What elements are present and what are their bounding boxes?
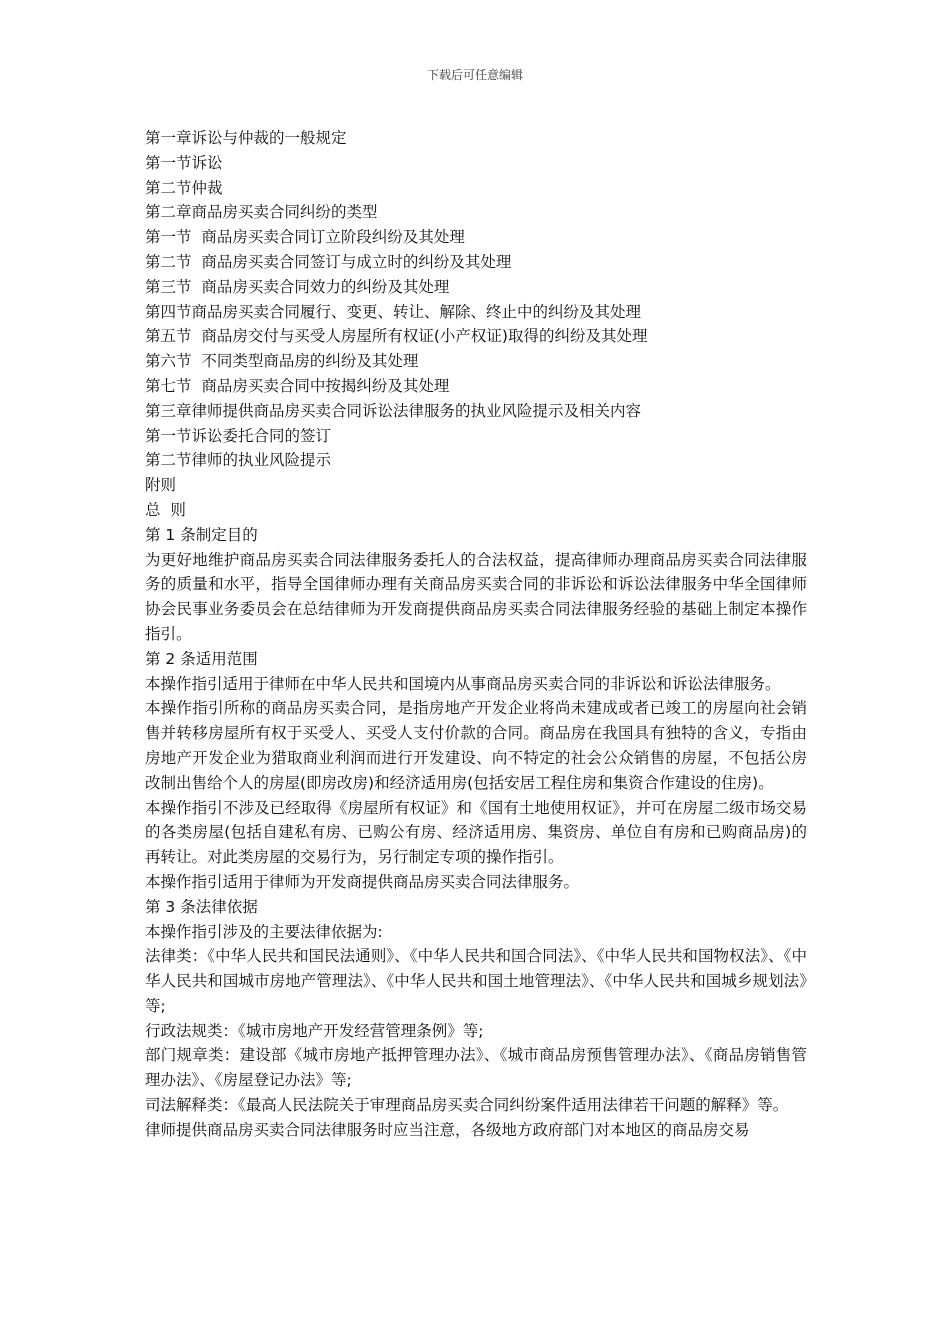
toc-line: 第一节 商品房买卖合同订立阶段纠纷及其处理 [145, 228, 465, 247]
page-header-note: 下载后可任意编辑 [426, 68, 523, 82]
toc-line: 第四节商品房买卖合同履行、变更、转让、解除、终止中的纠纷及其处理 [145, 302, 642, 321]
toc-line: 第三节 商品房买卖合同效力的纠纷及其处理 [145, 277, 450, 296]
paragraph: 本操作指引不涉及已经取得《房屋所有权证》和《国有土地使用权证》，并可在房屋二级市场交易的各类房屋(包括自建私有房、已购公有房、经济适用房、集资房、单位自有房和已购商品房)的再转让。对此类房屋的交易行为，另行制定专项的操作指引。 [145, 798, 807, 867]
toc-line: 第二节律师的执业风险提示 [145, 451, 332, 470]
table-of-contents [145, 126, 807, 523]
paragraph: 部门规章类：建设部《城市房地产抵押管理办法》、《城市商品房预售管理办法》、《商品房销售管理办法》、《房屋登记办法》等; [145, 1046, 807, 1090]
paragraph: 行政法规类：《城市房地产开发经营管理条例》等; [145, 1021, 484, 1040]
toc-line: 第七节 商品房买卖合同中按揭纠纷及其处理 [145, 376, 450, 395]
toc-line: 第二章商品房买卖合同纠纷的类型 [145, 203, 378, 222]
paragraph: 司法解释类：《最高人民法院关于审理商品房买卖合同纠纷案件适用法律若干问题的解释》等。 [145, 1096, 789, 1115]
toc-line: 第一节诉讼委托合同的签订 [145, 426, 332, 445]
paragraph: 法律类：《中华人民共和国民法通则》、《中华人民共和国合同法》、《中华人民共和国物权法》、《中华人民共和国城市房地产管理法》、《中华人民共和国土地管理法》、《中华人民共和国城乡规划法》等; [145, 947, 807, 1015]
article-heading: 第 2 条适用范围 [145, 649, 258, 668]
paragraph: 为更好地维护商品房买卖合同法律服务委托人的合法权益，提高律师办理商品房买卖合同法律服务的质量和水平，指导全国律师办理有关商品房买卖合同的非诉讼和诉讼法律服务中华全国律师协会民事业务委员会在总结律师为开发商提供商品房买卖合同法律服务经验的基础上制定本操作指引。 [145, 550, 807, 643]
paragraph: 本操作指引适用于律师为开发商提供商品房买卖合同法律服务。 [145, 872, 580, 891]
toc-line: 第六节 不同类型商品房的纠纷及其处理 [145, 352, 419, 371]
paragraph: 律师提供商品房买卖合同法律服务时应当注意，各级地方政府部门对本地区的商品房交易 [145, 1120, 750, 1139]
paragraph: 本操作指引涉及的主要法律依据为: [145, 922, 383, 941]
paragraph: 本操作指引适用于律师在中华人民共和国境内从事商品房买卖合同的非诉讼和诉讼法律服务。 [145, 674, 781, 693]
toc-line: 第一节诉讼 [145, 153, 223, 172]
toc-line: 第三章律师提供商品房买卖合同诉讼法律服务的执业风险提示及相关内容 [145, 401, 642, 420]
toc-line: 第五节 商品房交付与买受人房屋所有权证(小产权证)取得的纠纷及其处理 [145, 327, 648, 346]
document-body [145, 126, 807, 1143]
article-heading: 第 1 条制定目的 [145, 525, 258, 544]
toc-line: 第一章诉讼与仲裁的一般规定 [145, 129, 347, 147]
paragraph: 本操作指引所称的商品房买卖合同，是指房地产开发企业将尚未建成或者已竣工的房屋向社会销售并转移房屋所有权于买受人、买受人支付价款的合同。商品房在我国具有独特的含义，专指由房地产开发企业为猎取商业利润而进行开发建设、向不特定的社会公众销售的房屋，不包括公房改制出售给个人的房屋(即房改房)和经济适用房(包括安居工程住房和集资合作建设的住房)。 [145, 699, 807, 792]
toc-line: 第二节 商品房买卖合同签订与成立时的纠纷及其处理 [145, 252, 512, 271]
toc-line: 附则 [145, 476, 177, 495]
article-heading: 第 3 条法律依据 [145, 897, 258, 916]
toc-line: 第二节仲裁 [145, 178, 223, 197]
general-provisions [145, 523, 807, 1143]
toc-line: 总 则 [145, 500, 186, 519]
